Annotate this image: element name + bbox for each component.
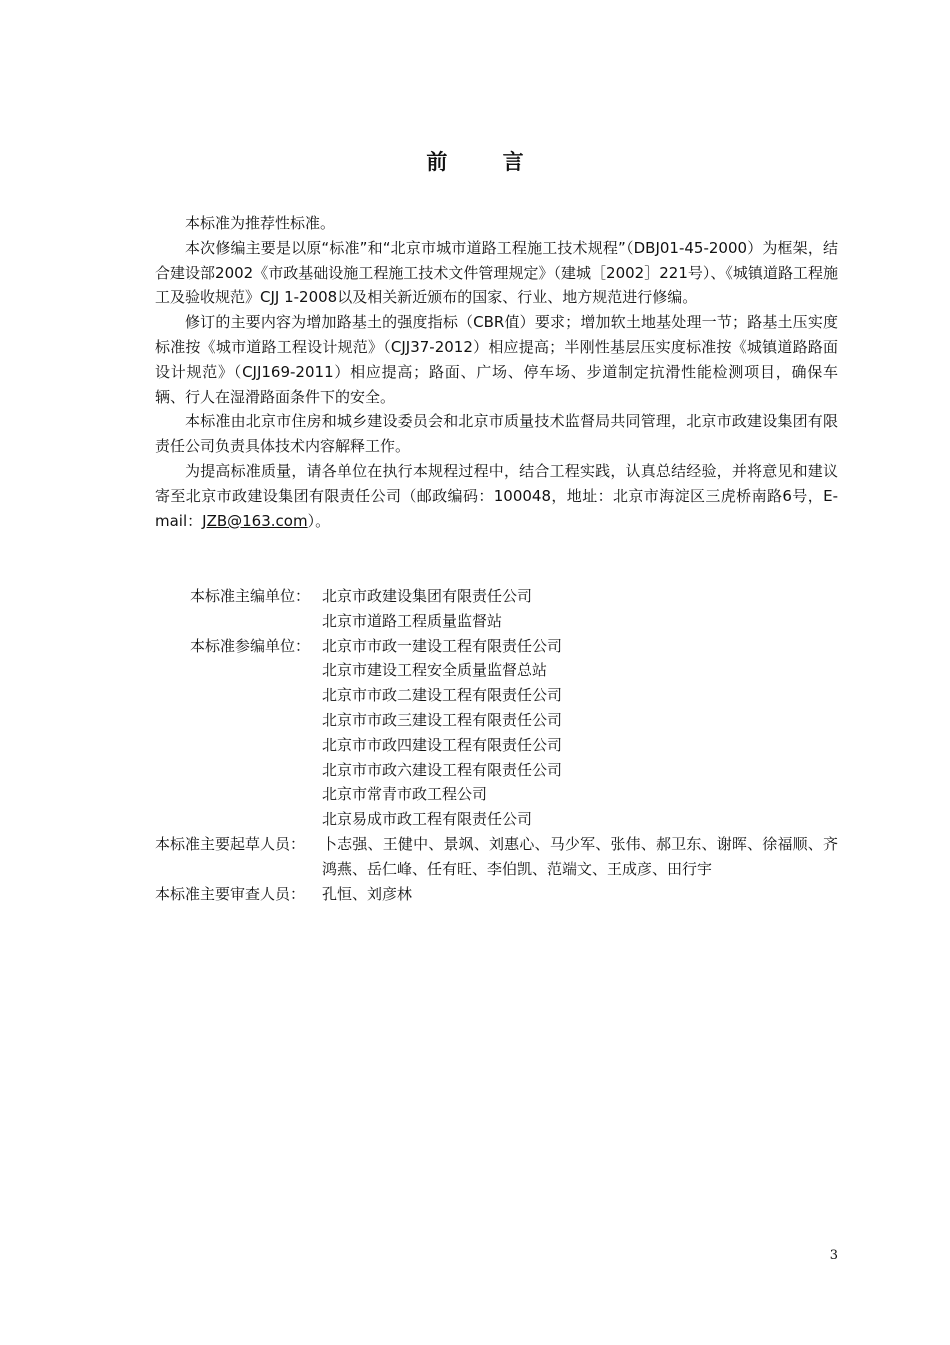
foreword-body (155, 211, 838, 533)
participating-unit-row (155, 733, 855, 758)
chief-units-label: 本标准主编单位： (190, 587, 311, 605)
participating-unit-row (155, 634, 855, 659)
participating-unit: 北京市常青市政工程公司 (322, 785, 488, 804)
participating-unit-row (155, 708, 855, 733)
page-number: 3 (829, 1248, 838, 1263)
page-title: 前 言 (426, 150, 548, 174)
paragraph: 本次修编主要是以原“标准”和“北京市城市道路工程施工技术规程”（DBJ01-45-2000）为框架，结合建设部2002《市政基础设施工程施工技术文件管理规定》（建城［2002］221号）、《城镇道路工程施工及验收规范》CJJ 1-2008以及相关新近颁布的国家、行业、地方规范进行修编。 (155, 238, 838, 307)
reviewers-label: 本标准主要审查人员： (155, 884, 306, 903)
chief-unit: 北京市道路工程质量监督站 (322, 611, 503, 630)
contact-prefix: 为提高标准质量，请各单位在执行本规程过程中，结合工程实践，认真总结经验，并将意见和建议寄至北京市政建设集团有限责任公司（邮政编码：100048，地址：北京市海淀区三虎桥南路6号，E-mail： (155, 461, 838, 530)
participating-unit-row (155, 782, 855, 807)
participating-unit: 北京市市政四建设工程有限责任公司 (322, 735, 563, 754)
chief-unit: 北京市政建设集团有限责任公司 (322, 587, 533, 605)
participating-unit: 北京市市政二建设工程有限责任公司 (322, 686, 563, 705)
paragraph: 本标准为推荐性标准。 (185, 214, 336, 232)
chief-unit-row (155, 584, 855, 609)
contact-paragraph (155, 459, 838, 533)
participating-unit-row (155, 658, 855, 683)
participating-units-label: 本标准参编单位： (190, 636, 311, 655)
reviewers-names: 孔恒、刘彦林 (322, 884, 413, 903)
participating-unit-row (155, 683, 855, 708)
participating-unit: 北京市市政三建设工程有限责任公司 (322, 710, 563, 729)
participating-unit: 北京市市政六建设工程有限责任公司 (322, 760, 563, 779)
contact-suffix: ）。 (307, 511, 331, 530)
paragraph: 本标准由北京市住房和城乡建设委员会和北京市质量技术监督局共同管理，北京市政建设集团有限责任公司负责具体技术内容解释工作。 (155, 412, 838, 456)
chief-unit-row (155, 609, 855, 634)
reviewers-row (155, 882, 855, 907)
participating-unit: 北京市建设工程安全质量监督总站 (322, 661, 548, 680)
participating-unit-row (155, 807, 855, 832)
participating-unit: 北京易成市政工程有限责任公司 (322, 810, 533, 829)
contributors-section (155, 584, 855, 906)
participating-unit: 北京市市政一建设工程有限责任公司 (322, 636, 563, 655)
drafters-label: 本标准主要起草人员： (155, 834, 306, 853)
email-link[interactable]: JZB@163.com (202, 511, 308, 530)
drafters-names: 卜志强、王健中、景飒、刘惠心、马少军、张伟、郝卫东、谢晖、徐福顺、齐鸿燕、岳仁峰、任有旺、李伯凯、范端文、王成彦、田行宇 (322, 834, 838, 878)
drafters-row (155, 832, 855, 882)
participating-unit-row (155, 758, 855, 783)
paragraph: 修订的主要内容为增加路基土的强度指标（CBR值）要求；增加软土地基处理一节；路基土压实度标准按《城市道路工程设计规范》（CJJ37-2012）相应提高；半刚性基层压实度标准按《城镇道路路面设计规范》（CJJ169-2011）相应提高；路面、广场、停车场、步道制定抗滑性能检测项目，确保车辆、行人在湿滑路面条件下的安全。 (155, 313, 838, 406)
